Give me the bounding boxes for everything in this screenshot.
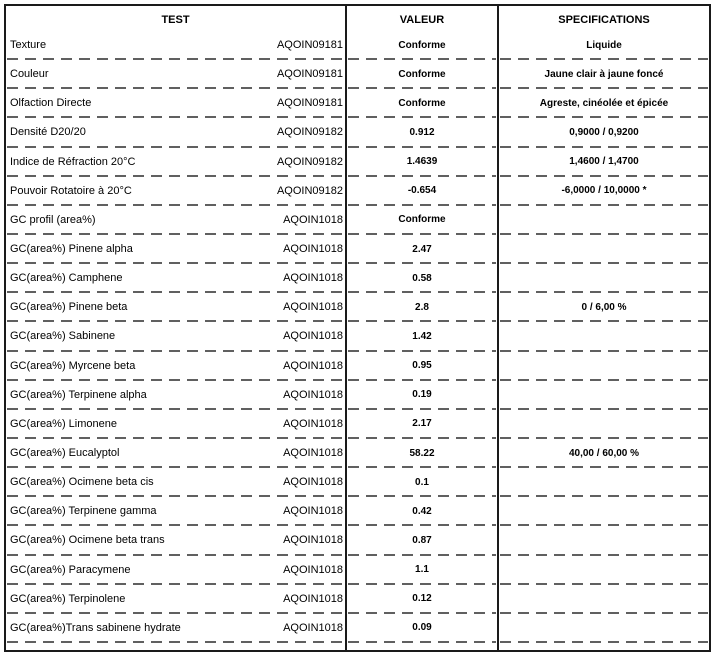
test-method-code: AQOIN1018: [283, 359, 343, 372]
test-specification: [497, 497, 709, 526]
test-value: 1.4639: [345, 148, 497, 177]
test-specification: 40,00 / 60,00 %: [497, 439, 709, 468]
test-name: GC(area%)Trans sabinene hydrate: [10, 621, 181, 634]
test-cell: [6, 31, 345, 60]
test-value: 1.42: [345, 322, 497, 351]
table-row: [6, 148, 709, 177]
test-value: Conforme: [345, 206, 497, 235]
test-name: GC(area%) Camphene: [10, 272, 123, 285]
test-method-code: AQOIN09181: [276, 68, 343, 81]
table-row: [6, 60, 709, 89]
table-row: [6, 264, 709, 293]
test-cell: [6, 439, 345, 468]
test-name: Couleur: [10, 68, 49, 81]
test-specification: 0 / 6,00 %: [497, 293, 709, 322]
test-name: GC(area%) Terpinene gamma: [10, 505, 157, 518]
table-row: [6, 322, 709, 351]
test-cell: [6, 118, 345, 147]
table-row: [6, 177, 709, 206]
test-cell: [6, 381, 345, 410]
table-row: [6, 381, 709, 410]
test-specification: [497, 381, 709, 410]
test-cell: [6, 293, 345, 322]
column-header-specifications: SPECIFICATIONS: [497, 6, 709, 31]
test-value: 1.1: [345, 556, 497, 585]
table-header-row: [6, 6, 709, 31]
test-value: 2.17: [345, 410, 497, 439]
test-method-code: AQOIN1018: [283, 621, 343, 634]
test-method-code: AQOIN1018: [283, 447, 343, 460]
table-row: [6, 89, 709, 118]
test-name: GC(area%) Terpinene alpha: [10, 388, 147, 401]
test-name: GC(area%) Pinene beta: [10, 301, 128, 314]
spacer-cell-valeur: [345, 643, 497, 650]
spacer-cell-test: [6, 643, 345, 650]
test-cell: [6, 235, 345, 264]
test-cell: [6, 497, 345, 526]
test-name: Pouvoir Rotatoire à 20°C: [10, 184, 132, 197]
test-name: Olfaction Directe: [10, 97, 92, 110]
column-header-valeur: VALEUR: [345, 6, 497, 31]
table-bottom-spacer: [6, 643, 709, 650]
test-name: GC(area%) Terpinolene: [10, 592, 126, 605]
analysis-results-table: [4, 4, 711, 652]
test-value: 0.1: [345, 468, 497, 497]
test-value: 0.19: [345, 381, 497, 410]
test-cell: [6, 468, 345, 497]
test-method-code: AQOIN1018: [283, 476, 343, 489]
test-value: 0.09: [345, 614, 497, 643]
test-method-code: AQOIN09181: [276, 39, 343, 52]
test-name: GC(area%) Sabinene: [10, 330, 116, 343]
test-value: 0.58: [345, 264, 497, 293]
test-name: GC(area%) Eucalyptol: [10, 447, 120, 460]
test-name: GC(area%) Ocimene beta cis: [10, 476, 154, 489]
test-specification: Agreste, cinéolée et épicée: [497, 89, 709, 118]
test-specification: 0,9000 / 0,9200: [497, 118, 709, 147]
spacer-cell-spec: [497, 643, 709, 650]
test-specification: [497, 526, 709, 555]
test-specification: [497, 264, 709, 293]
test-method-code: AQOIN1018: [283, 272, 343, 285]
test-value: 58.22: [345, 439, 497, 468]
test-cell: [6, 614, 345, 643]
table-row: [6, 293, 709, 322]
test-cell: [6, 206, 345, 235]
test-specification: -6,0000 / 10,0000 *: [497, 177, 709, 206]
test-name: Densité D20/20: [10, 126, 86, 139]
table-row: [6, 468, 709, 497]
test-specification: [497, 206, 709, 235]
test-cell: [6, 60, 345, 89]
test-name: GC(area%) Limonene: [10, 417, 117, 430]
test-cell: [6, 556, 345, 585]
test-specification: Liquide: [497, 31, 709, 60]
test-specification: [497, 235, 709, 264]
test-specification: [497, 322, 709, 351]
table-row: [6, 556, 709, 585]
test-cell: [6, 352, 345, 381]
table-row: [6, 206, 709, 235]
test-value: 0.912: [345, 118, 497, 147]
test-specification: [497, 556, 709, 585]
test-method-code: AQOIN09181: [276, 97, 343, 110]
test-method-code: AQOIN1018: [283, 388, 343, 401]
test-cell: [6, 89, 345, 118]
test-cell: [6, 177, 345, 206]
test-cell: [6, 264, 345, 293]
test-cell: [6, 148, 345, 177]
test-method-code: AQOIN1018: [283, 505, 343, 518]
test-specification: [497, 614, 709, 643]
table-row: [6, 352, 709, 381]
table-row: [6, 526, 709, 555]
test-cell: [6, 585, 345, 614]
test-method-code: AQOIN1018: [283, 592, 343, 605]
test-method-code: AQOIN1018: [283, 301, 343, 314]
test-name: Indice de Réfraction 20°C: [10, 155, 136, 168]
table-row: [6, 235, 709, 264]
table-row: [6, 31, 709, 60]
test-value: Conforme: [345, 31, 497, 60]
test-name: GC(area%) Ocimene beta trans: [10, 534, 165, 547]
test-value: 0.42: [345, 497, 497, 526]
test-value: 0.87: [345, 526, 497, 555]
test-specification: [497, 468, 709, 497]
table-row: [6, 439, 709, 468]
test-method-code: AQOIN09182: [276, 155, 343, 168]
test-value: 2.8: [345, 293, 497, 322]
test-method-code: AQOIN1018: [283, 243, 343, 256]
test-specification: [497, 585, 709, 614]
test-method-code: AQOIN1018: [283, 534, 343, 547]
test-value: Conforme: [345, 89, 497, 118]
test-specification: [497, 352, 709, 381]
test-value: 2.47: [345, 235, 497, 264]
test-name: GC(area%) Myrcene beta: [10, 359, 136, 372]
test-method-code: AQOIN1018: [283, 417, 343, 430]
test-specification: Jaune clair à jaune foncé: [497, 60, 709, 89]
test-value: Conforme: [345, 60, 497, 89]
test-name: Texture: [10, 39, 47, 52]
test-method-code: AQOIN1018: [283, 563, 343, 576]
test-specification: [497, 410, 709, 439]
table-row: [6, 614, 709, 643]
test-value: 0.12: [345, 585, 497, 614]
test-cell: [6, 526, 345, 555]
test-name: GC profil (area%): [10, 213, 96, 226]
test-cell: [6, 322, 345, 351]
table-row: [6, 585, 709, 614]
table-row: [6, 410, 709, 439]
test-method-code: AQOIN09182: [276, 126, 343, 139]
test-specification: 1,4600 / 1,4700: [497, 148, 709, 177]
test-method-code: AQOIN1018: [283, 213, 343, 226]
test-value: 0.95: [345, 352, 497, 381]
test-cell: [6, 410, 345, 439]
test-name: GC(area%) Paracymene: [10, 563, 131, 576]
column-header-test: TEST: [161, 14, 190, 26]
test-method-code: AQOIN09182: [276, 184, 343, 197]
test-name: GC(area%) Pinene alpha: [10, 243, 133, 256]
table-row: [6, 118, 709, 147]
table-row: [6, 497, 709, 526]
test-method-code: AQOIN1018: [283, 330, 343, 343]
test-value: -0.654: [345, 177, 497, 206]
